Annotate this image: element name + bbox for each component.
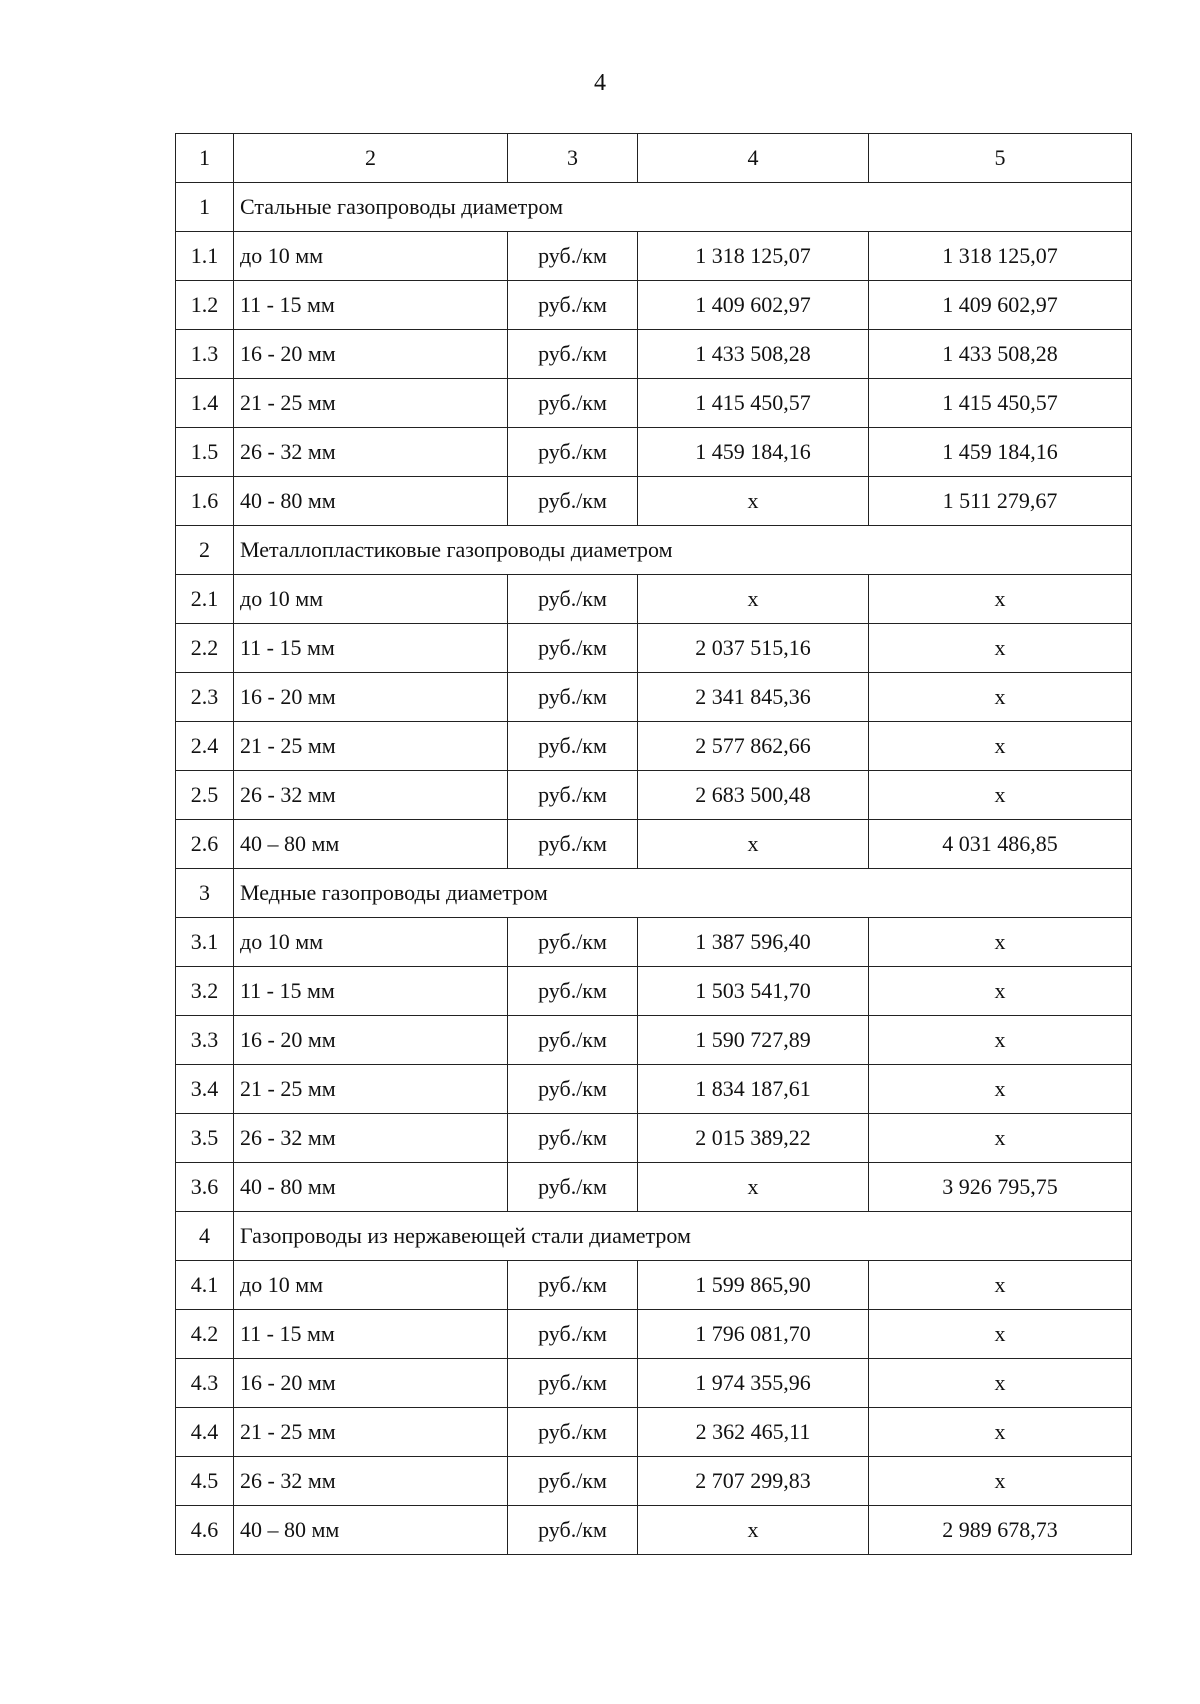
diameter-cell: 11 - 15 мм — [234, 624, 508, 673]
item-number-cell: 1.2 — [176, 281, 234, 330]
unit-cell: руб./км — [508, 722, 638, 771]
section-title-cell: Металлопластиковые газопроводы диаметром — [234, 526, 1132, 575]
rate-col4-cell: 2 362 465,11 — [638, 1408, 869, 1457]
item-number-cell: 4.1 — [176, 1261, 234, 1310]
unit-cell: руб./км — [508, 428, 638, 477]
item-number-cell: 1.4 — [176, 379, 234, 428]
rate-col4-cell: 2 037 515,16 — [638, 624, 869, 673]
table-row — [176, 428, 1132, 477]
section-title-cell: Газопроводы из нержавеющей стали диаметром — [234, 1212, 1132, 1261]
table-row — [176, 771, 1132, 820]
section-row — [176, 183, 1132, 232]
unit-cell: руб./км — [508, 771, 638, 820]
item-number-cell: 2.2 — [176, 624, 234, 673]
table-row — [176, 330, 1132, 379]
diameter-cell: до 10 мм — [234, 918, 508, 967]
diameter-cell: 40 - 80 мм — [234, 477, 508, 526]
section-row — [176, 526, 1132, 575]
unit-cell: руб./км — [508, 330, 638, 379]
rates-table-body — [176, 134, 1132, 1555]
item-number-cell: 1.5 — [176, 428, 234, 477]
rate-col5-cell: 1 415 450,57 — [869, 379, 1132, 428]
rate-col5-cell: 3 926 795,75 — [869, 1163, 1132, 1212]
rate-col5-cell: x — [869, 1310, 1132, 1359]
item-number-cell: 2.5 — [176, 771, 234, 820]
unit-cell: руб./км — [508, 1310, 638, 1359]
diameter-cell: 26 - 32 мм — [234, 771, 508, 820]
unit-cell: руб./км — [508, 281, 638, 330]
rate-col5-cell: x — [869, 1065, 1132, 1114]
section-title-cell: Медные газопроводы диаметром — [234, 869, 1132, 918]
rate-col5-cell: x — [869, 771, 1132, 820]
diameter-cell: до 10 мм — [234, 575, 508, 624]
section-title-cell: Стальные газопроводы диаметром — [234, 183, 1132, 232]
diameter-cell: 11 - 15 мм — [234, 281, 508, 330]
item-number-cell: 2.6 — [176, 820, 234, 869]
rate-col4-cell: 1 590 727,89 — [638, 1016, 869, 1065]
item-number-cell: 4.4 — [176, 1408, 234, 1457]
column-number-cell: 4 — [638, 134, 869, 183]
rate-col5-cell: x — [869, 1016, 1132, 1065]
diameter-cell: 40 - 80 мм — [234, 1163, 508, 1212]
unit-cell: руб./км — [508, 1359, 638, 1408]
rate-col5-cell: x — [869, 1261, 1132, 1310]
table-row — [176, 1310, 1132, 1359]
column-number-cell: 5 — [869, 134, 1132, 183]
rate-col5-cell: x — [869, 1114, 1132, 1163]
table-row — [176, 624, 1132, 673]
table-row — [176, 477, 1132, 526]
item-number-cell: 2.3 — [176, 673, 234, 722]
rate-col4-cell: x — [638, 1163, 869, 1212]
rate-col4-cell: 1 415 450,57 — [638, 379, 869, 428]
table-row — [176, 1114, 1132, 1163]
diameter-cell: до 10 мм — [234, 232, 508, 281]
item-number-cell: 4.3 — [176, 1359, 234, 1408]
table-row — [176, 232, 1132, 281]
rate-col4-cell: 1 387 596,40 — [638, 918, 869, 967]
rate-col4-cell: 1 796 081,70 — [638, 1310, 869, 1359]
diameter-cell: 21 - 25 мм — [234, 1408, 508, 1457]
rate-col4-cell: x — [638, 1506, 869, 1555]
diameter-cell: 11 - 15 мм — [234, 1310, 508, 1359]
unit-cell: руб./км — [508, 1457, 638, 1506]
item-number-cell: 3.6 — [176, 1163, 234, 1212]
rate-col5-cell: x — [869, 1359, 1132, 1408]
rate-col4-cell: 1 599 865,90 — [638, 1261, 869, 1310]
table-row — [176, 379, 1132, 428]
unit-cell: руб./км — [508, 379, 638, 428]
table-row — [176, 281, 1132, 330]
rate-col4-cell: x — [638, 820, 869, 869]
table-row — [176, 575, 1132, 624]
rate-col5-cell: 4 031 486,85 — [869, 820, 1132, 869]
rate-col4-cell: 1 834 187,61 — [638, 1065, 869, 1114]
diameter-cell: 16 - 20 мм — [234, 1359, 508, 1408]
table-row — [176, 1016, 1132, 1065]
rate-col5-cell: 2 989 678,73 — [869, 1506, 1132, 1555]
rate-col4-cell: 1 459 184,16 — [638, 428, 869, 477]
item-number-cell: 3.1 — [176, 918, 234, 967]
unit-cell: руб./км — [508, 1114, 638, 1163]
rate-col4-cell: 2 683 500,48 — [638, 771, 869, 820]
table-row — [176, 1506, 1132, 1555]
rates-table — [175, 133, 1132, 1555]
rate-col5-cell: x — [869, 624, 1132, 673]
rate-col5-cell: x — [869, 1457, 1132, 1506]
unit-cell: руб./км — [508, 477, 638, 526]
table-row — [176, 1163, 1132, 1212]
diameter-cell: 21 - 25 мм — [234, 379, 508, 428]
rate-col4-cell: 1 503 541,70 — [638, 967, 869, 1016]
item-number-cell: 1.1 — [176, 232, 234, 281]
table-row — [176, 1408, 1132, 1457]
table-row — [176, 1359, 1132, 1408]
table-row — [176, 820, 1132, 869]
unit-cell: руб./км — [508, 673, 638, 722]
section-row — [176, 869, 1132, 918]
diameter-cell: 26 - 32 мм — [234, 1114, 508, 1163]
diameter-cell: 26 - 32 мм — [234, 1457, 508, 1506]
rate-col4-cell: 2 015 389,22 — [638, 1114, 869, 1163]
table-row — [176, 918, 1132, 967]
rate-col5-cell: x — [869, 673, 1132, 722]
diameter-cell: 40 – 80 мм — [234, 820, 508, 869]
table-row — [176, 967, 1132, 1016]
diameter-cell: 16 - 20 мм — [234, 1016, 508, 1065]
section-row — [176, 1212, 1132, 1261]
rate-col4-cell: 1 433 508,28 — [638, 330, 869, 379]
rate-col4-cell: 1 318 125,07 — [638, 232, 869, 281]
page-number: 4 — [594, 70, 606, 96]
column-number-cell: 3 — [508, 134, 638, 183]
rate-col5-cell: x — [869, 918, 1132, 967]
item-number-cell: 4.6 — [176, 1506, 234, 1555]
item-number-cell: 4.2 — [176, 1310, 234, 1359]
rate-col5-cell: x — [869, 1408, 1132, 1457]
rate-col5-cell: x — [869, 722, 1132, 771]
rate-col5-cell: x — [869, 575, 1132, 624]
section-number-cell: 1 — [176, 183, 234, 232]
table-row — [176, 1065, 1132, 1114]
diameter-cell: 21 - 25 мм — [234, 722, 508, 771]
item-number-cell: 3.3 — [176, 1016, 234, 1065]
item-number-cell: 2.1 — [176, 575, 234, 624]
rate-col4-cell: 2 707 299,83 — [638, 1457, 869, 1506]
rate-col4-cell: 2 577 862,66 — [638, 722, 869, 771]
item-number-cell: 2.4 — [176, 722, 234, 771]
item-number-cell: 1.6 — [176, 477, 234, 526]
item-number-cell: 3.2 — [176, 967, 234, 1016]
unit-cell: руб./км — [508, 624, 638, 673]
unit-cell: руб./км — [508, 820, 638, 869]
rate-col5-cell: 1 433 508,28 — [869, 330, 1132, 379]
unit-cell: руб./км — [508, 1506, 638, 1555]
table-row — [176, 722, 1132, 771]
diameter-cell: 26 - 32 мм — [234, 428, 508, 477]
item-number-cell: 3.5 — [176, 1114, 234, 1163]
diameter-cell: 11 - 15 мм — [234, 967, 508, 1016]
column-number-row — [176, 134, 1132, 183]
section-number-cell: 4 — [176, 1212, 234, 1261]
unit-cell: руб./км — [508, 1065, 638, 1114]
rate-col5-cell: 1 511 279,67 — [869, 477, 1132, 526]
column-number-cell: 2 — [234, 134, 508, 183]
rate-col4-cell: 1 974 355,96 — [638, 1359, 869, 1408]
unit-cell: руб./км — [508, 967, 638, 1016]
diameter-cell: 16 - 20 мм — [234, 330, 508, 379]
section-number-cell: 2 — [176, 526, 234, 575]
unit-cell: руб./км — [508, 918, 638, 967]
unit-cell: руб./км — [508, 1163, 638, 1212]
diameter-cell: 40 – 80 мм — [234, 1506, 508, 1555]
table-row — [176, 673, 1132, 722]
item-number-cell: 1.3 — [176, 330, 234, 379]
rate-col5-cell: 1 459 184,16 — [869, 428, 1132, 477]
rate-col5-cell: 1 409 602,97 — [869, 281, 1132, 330]
diameter-cell: 21 - 25 мм — [234, 1065, 508, 1114]
table-row — [176, 1457, 1132, 1506]
unit-cell: руб./км — [508, 575, 638, 624]
column-number-cell: 1 — [176, 134, 234, 183]
rate-col5-cell: 1 318 125,07 — [869, 232, 1132, 281]
rate-col5-cell: x — [869, 967, 1132, 1016]
unit-cell: руб./км — [508, 1016, 638, 1065]
table-row — [176, 1261, 1132, 1310]
diameter-cell: до 10 мм — [234, 1261, 508, 1310]
rate-col4-cell: 1 409 602,97 — [638, 281, 869, 330]
unit-cell: руб./км — [508, 1261, 638, 1310]
rate-col4-cell: x — [638, 575, 869, 624]
rate-col4-cell: 2 341 845,36 — [638, 673, 869, 722]
diameter-cell: 16 - 20 мм — [234, 673, 508, 722]
item-number-cell: 4.5 — [176, 1457, 234, 1506]
unit-cell: руб./км — [508, 232, 638, 281]
section-number-cell: 3 — [176, 869, 234, 918]
item-number-cell: 3.4 — [176, 1065, 234, 1114]
unit-cell: руб./км — [508, 1408, 638, 1457]
rate-col4-cell: x — [638, 477, 869, 526]
